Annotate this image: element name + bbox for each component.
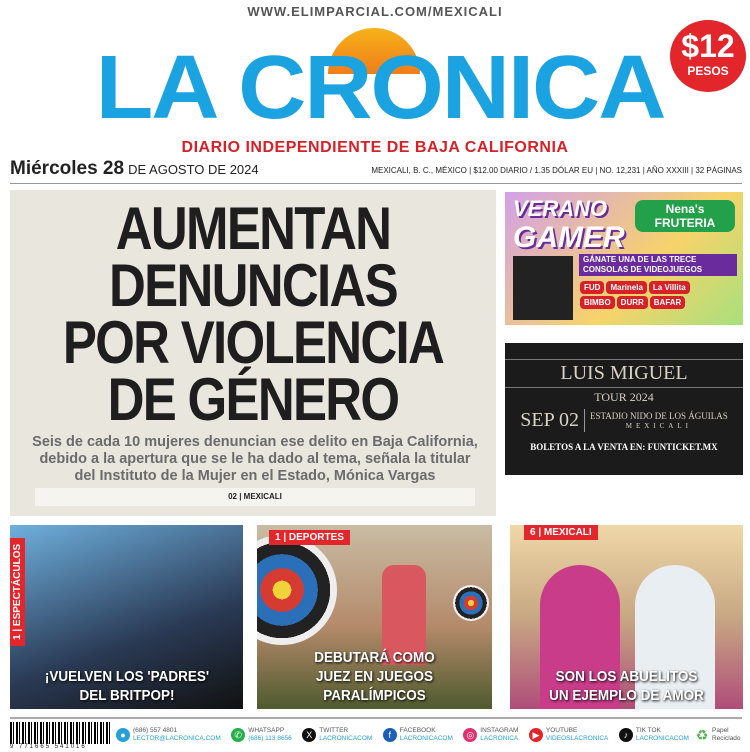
price: $12 <box>681 28 735 64</box>
sponsor-logo: DURR <box>617 296 648 309</box>
story-paralympics[interactable] <box>257 525 492 709</box>
headline-line: DE GÉNERO <box>107 366 399 433</box>
ad-title-1: VERANO <box>513 196 608 221</box>
facebook-icon: f <box>383 728 397 742</box>
whatsapp-icon: ✆ <box>231 728 245 742</box>
contact-handle: LACRONICACOM <box>635 735 689 742</box>
price-badge <box>670 20 746 92</box>
social-youtube[interactable] <box>529 727 609 743</box>
ad-luis-miguel[interactable] <box>505 343 743 475</box>
headline-line: POR VIOLENCIA <box>62 309 444 376</box>
contact-handle: (686) 113 8656 <box>248 735 292 742</box>
instagram-icon: ◎ <box>463 728 477 742</box>
section-label: 1 | DEPORTES <box>269 530 350 545</box>
contact-label: WHATSAPP <box>248 727 285 734</box>
sponsor-logo: BIMBO <box>580 296 615 309</box>
social-whatsapp[interactable] <box>231 727 292 743</box>
section-ref: 02 | MEXICALI <box>35 488 475 506</box>
story-headline: ¡VUELVEN LOS 'PADRES' DEL BRITPOP! <box>44 668 210 704</box>
console-image <box>513 256 573 320</box>
sponsor-logo: Marinela <box>606 281 646 294</box>
ad-date: SEP 02 <box>520 409 585 432</box>
headline-line: DENUNCIAS <box>109 252 397 319</box>
contact-label: YOUTUBE <box>545 727 578 734</box>
contact-label: FACEBOOK <box>399 727 436 734</box>
ad-tour: TOUR 2024 <box>594 390 654 404</box>
section-label: 1 | ESPECTÁCULOS <box>10 538 25 646</box>
archery-target <box>257 535 337 645</box>
ad-title-2: GAMER <box>513 221 625 254</box>
ad-tickets: BOLETOS A LA VENTA EN: FUNTICKET.MX <box>530 442 718 452</box>
barcode-number: 9 771665 541016 <box>10 744 110 750</box>
sponsor-logo: FUD <box>580 281 604 294</box>
contact-handle: LACRONICA <box>480 735 519 742</box>
social-x[interactable] <box>302 727 372 743</box>
contact-label: INSTAGRAM <box>480 727 519 734</box>
price-unit: PESOS <box>687 64 729 78</box>
ad-venue: ESTADIO NIDO DE LOS ÁGUILAS <box>589 410 728 421</box>
date-day: Miércoles 28 <box>10 158 125 179</box>
social-instagram[interactable] <box>463 727 518 743</box>
main-summary: Seis de cada 10 mujeres denuncian ese delito en Baja California, debido a la apertura que se le ha dado al tema, señala la titular del Instituto de la Mujer en el Estado, Mónica Vargas <box>32 434 478 484</box>
social-links <box>116 727 689 743</box>
contact-text <box>319 727 372 743</box>
contact-text <box>480 727 518 743</box>
contact-label: (686) 557 4801 <box>133 727 178 734</box>
sponsor-logos <box>579 280 691 310</box>
story-britpop[interactable] <box>10 525 243 709</box>
contact-text <box>546 727 609 743</box>
ad-promo: GÁNATE UNA DE LAS TRECE CONSOLAS DE VIDEOJUEGOS <box>579 254 737 276</box>
story-headline: SON LOS ABUELITOS UN EJEMPLO DE AMOR <box>549 668 704 704</box>
contact-text <box>248 727 292 743</box>
contact-text <box>400 727 453 743</box>
ad-brand: Nena's FRUTERIA <box>635 200 735 232</box>
main-headline <box>21 195 485 433</box>
headline-line: AUMENTAN <box>115 195 391 262</box>
social-facebook[interactable] <box>383 727 453 743</box>
contact-label: TWITTER <box>319 727 349 734</box>
story-headline: DEBUTARÁ COMO JUEZ EN JUEGOS PARALÍMPICOS <box>314 649 435 704</box>
contact-handle: LECTOR@LACRONICA.COM <box>133 735 221 742</box>
divider <box>10 183 742 184</box>
date-rest: DE AGOSTO DE 2024 <box>128 162 259 177</box>
contact-text <box>133 727 221 743</box>
main-story[interactable] <box>10 190 496 516</box>
contact-handle: LACRONICACOM <box>399 735 453 742</box>
section-label: 6 | MEXICALI <box>524 525 598 540</box>
website-url[interactable]: WWW.ELIMPARCIAL.COM/MEXICALI <box>247 4 503 19</box>
social-user[interactable] <box>116 727 221 743</box>
social-tiktok[interactable] <box>619 727 689 743</box>
contact-handle: LACRONICACOM <box>319 735 373 742</box>
user-icon: ● <box>116 728 130 742</box>
sponsor-logo: BAFAR <box>650 296 686 309</box>
ad-title <box>513 196 625 254</box>
sponsor-logo: La Villita <box>649 281 690 294</box>
tagline: DIARIO INDEPENDIENTE DE BAJA CALIFORNIA <box>181 139 569 156</box>
recycled-paper <box>695 727 742 743</box>
archery-target <box>453 585 489 621</box>
footer <box>10 717 742 749</box>
recycle-icon: ♻ <box>695 727 709 743</box>
newspaper-logo: LA CRONICA <box>95 38 665 138</box>
issue-meta: MEXICALI, B. C., MÉXICO | $12.00 DIARIO / 1.35 DÓLAR EU | NO. 12,231 | AÑO XXXIII | 32 PÁGINAS <box>371 166 742 175</box>
tiktok-icon: ♪ <box>619 728 633 742</box>
youtube-icon: ▶ <box>529 728 543 742</box>
issue-date <box>10 158 259 180</box>
contact-text <box>636 727 689 743</box>
ad-verano-gamer[interactable] <box>505 192 743 325</box>
barcode <box>10 722 110 748</box>
recycled-label: Papel Reciclado <box>712 727 741 742</box>
contact-handle: VIDEOSLACRONICA <box>545 735 609 742</box>
ad-artist: LUIS MIGUEL <box>505 359 743 388</box>
story-grandparents[interactable] <box>510 525 743 709</box>
ad-city: MEXICALI <box>625 421 692 430</box>
contact-label: TIK TOK <box>635 727 661 734</box>
x-icon: X <box>302 728 316 742</box>
